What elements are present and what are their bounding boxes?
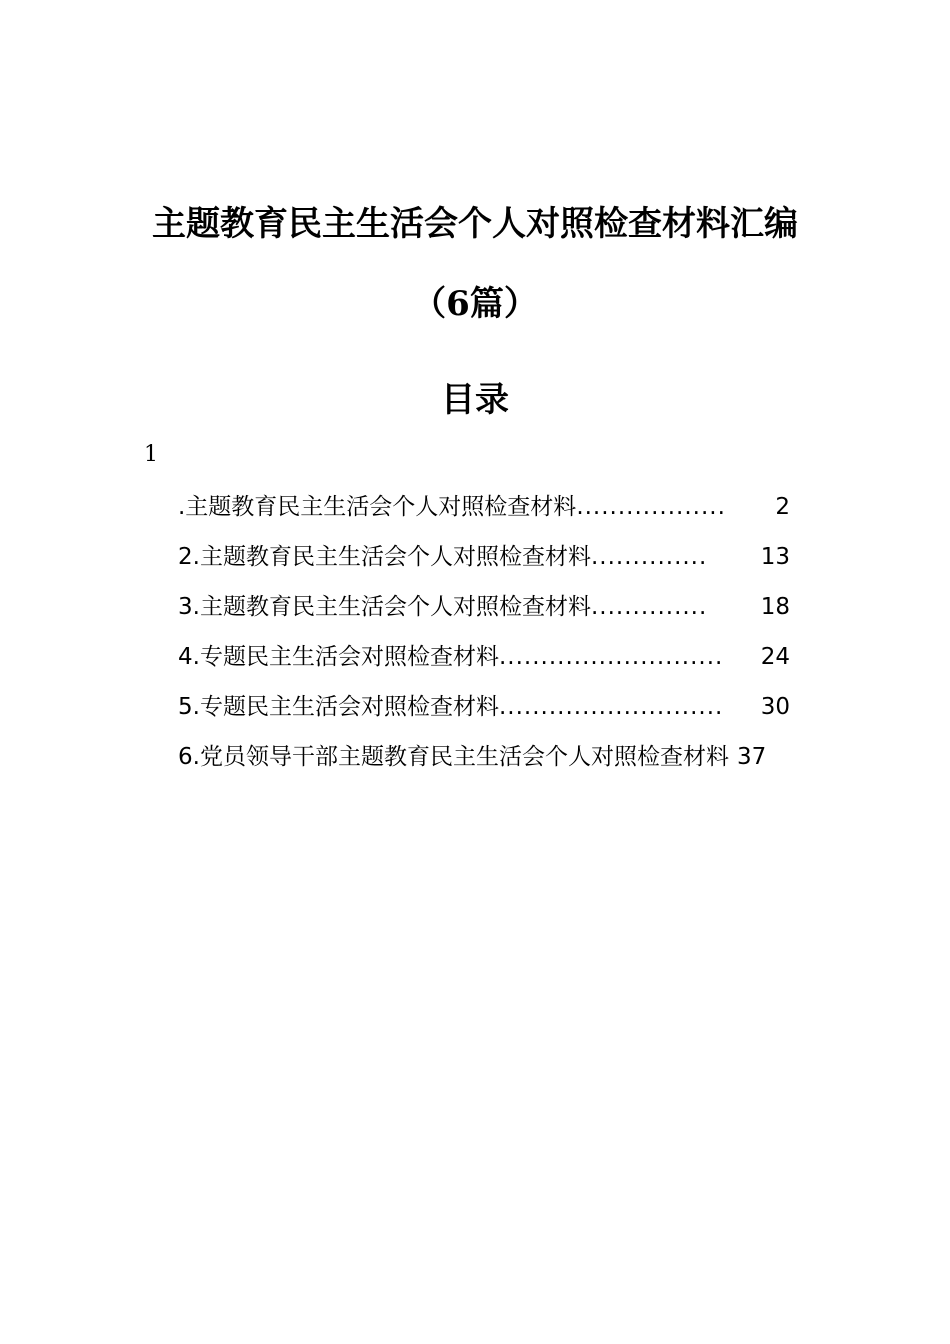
toc-entry-page: 2: [775, 494, 790, 520]
toc-entry-page: 24: [760, 644, 790, 670]
table-of-contents: [178, 482, 830, 782]
toc-entry-title: .主题教育民主生活会个人对照检查材料: [178, 494, 577, 520]
toc-entry-title: 3.主题教育民主生活会个人对照检查材料: [178, 594, 591, 620]
toc-entry-title: 4.专题民主生活会对照检查材料: [178, 644, 499, 670]
document-title: 主题教育民主生活会个人对照检查材料汇编: [152, 204, 798, 244]
toc-entry-page: 13: [760, 544, 790, 570]
toc-entry-page: 30: [760, 694, 790, 720]
toc-entry[interactable]: [178, 532, 790, 582]
toc-entry-leader: ..................: [576, 494, 726, 520]
toc-entry-leader: ...........................: [498, 644, 724, 670]
toc-entry-page: 37: [736, 744, 767, 770]
toc-entry-leader: ..............: [590, 544, 708, 570]
toc-entry-page: 18: [760, 594, 790, 620]
toc-heading: 目录: [441, 380, 509, 420]
toc-entry[interactable]: [178, 632, 790, 682]
toc-entry[interactable]: [178, 732, 830, 782]
toc-entry[interactable]: [178, 582, 790, 632]
toc-entry[interactable]: [178, 482, 790, 532]
toc-entry-title: 2.主题教育民主生活会个人对照检查材料: [178, 544, 591, 570]
stray-number: 1: [144, 442, 158, 467]
document-subtitle: （6篇）: [412, 284, 538, 324]
toc-entry-title: 6.党员领导干部主题教育民主生活会个人对照检查材料: [178, 744, 729, 770]
toc-entry-title: 5.专题民主生活会对照检查材料: [178, 694, 499, 720]
toc-entry[interactable]: [178, 682, 790, 732]
toc-entry-leader: ...........................: [498, 694, 724, 720]
toc-entry-leader: ..............: [590, 594, 708, 620]
